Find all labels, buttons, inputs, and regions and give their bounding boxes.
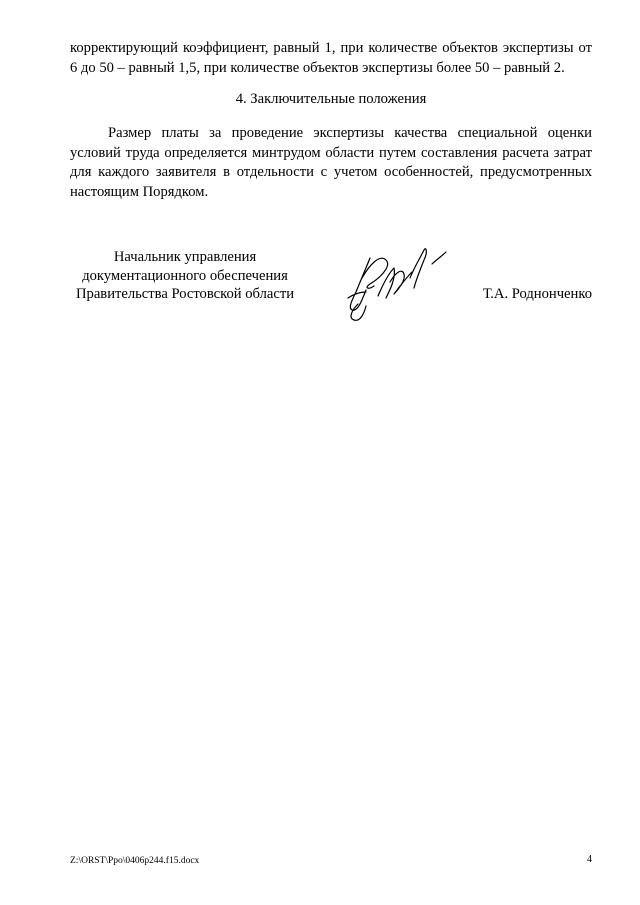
footer-file-path: Z:\ORST\Ppo\0406p244.f15.docx [70, 856, 200, 866]
body-paragraph: Размер платы за проведение экспертизы качества специальной оценки условий труда определяется минтрудом области путем составления расчета затрат для каждого заявителя в отдельности с учетом особенностей, предусмотренных настоящим Порядком. [70, 125, 592, 200]
signer-position-line-1: Начальник управления [113, 249, 257, 265]
page-number: 4 [587, 854, 592, 865]
signer-position-line-2: документационного обеспечения [82, 267, 288, 284]
signer-position [60, 248, 310, 304]
signer-name: Т.А. Роднонченко [482, 286, 592, 302]
top-paragraph: корректирующий коэффициент, равный 1, при количестве объектов экспертизы от 6 до 50 – равный 1,5, при количестве объектов экспертизы более 50 – равный 2. [70, 40, 592, 76]
section-heading: 4. Заключительные положения [235, 91, 427, 107]
handwritten-signature-icon [340, 238, 460, 328]
signer-position-line-3: Правительства Ростовской области [75, 286, 295, 303]
